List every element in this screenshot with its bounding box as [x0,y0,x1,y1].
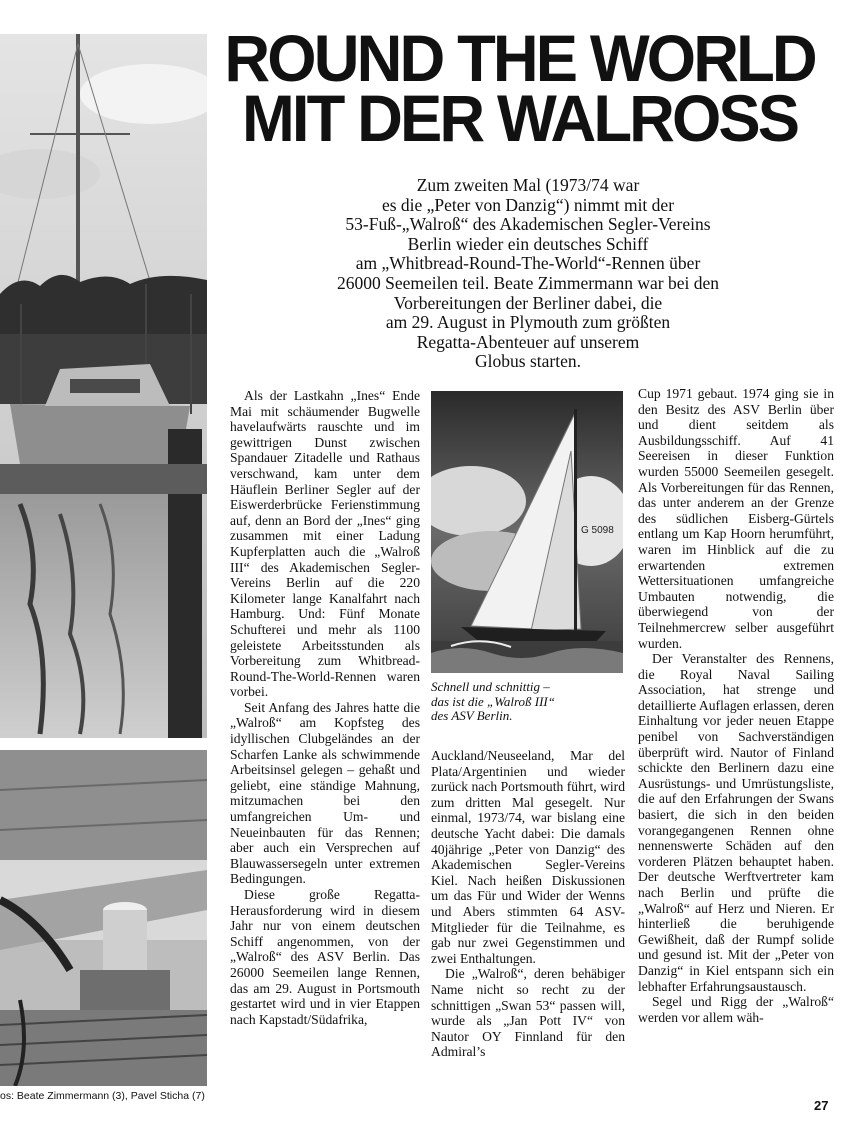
body-paragraph: Cup 1971 gebaut. 1974 ging sie in den Besitz des ASV Berlin über und dient seitdem als Ausbildungsschiff. Auf 41 Seereisen in dieser Funktion wurden 55000 Seemeilen gesegelt. Als Vorbereitungen für das Rennen, das unter anderem an der Grenze des südlichen Eisberg-Gürtels entlang um Kap Hoorn herumführt, waren im Hinblick auf die zu erwartenden extremen Wettersituationen umfangreiche Umbauten notwendig, die überwiegend von der Teilnehmercrew selber ausgeführt wurden. [638,386,834,651]
article-column-2 [431,748,625,1060]
intro-line: 53-Fuß-„Walroß“ des Akademischen Segler-Vereins [345,214,711,235]
intro-line: Globus starten. [475,351,581,372]
intro-line: Berlin wieder ein deutsches Schiff [407,233,649,254]
intro-line: Regatta-Abenteuer auf unserem [416,331,640,352]
intro-paragraph [292,176,764,372]
body-paragraph: Der Veranstalter des Rennens, die Royal Naval Sailing Association, hat strenge und detaillierte Auflagen erlassen, deren Einhaltung vor jeder neuen Etappe penibel von Sachverständigen überprüft wird. Nautor of Finland schickte den Berlinern dazu eine Ausrüstungs- und Umrüstungsliste, die auf den Erfahrungen der Swans basiert, die sich in den beiden vorangegangenen Rennen ohne nennenswerte Schäden auf den vorderen Plätzen behauptet haben. Der deutsche Werftvertreter kam nach Berlin und prüfte die „Walroß“ auf Herz und Nieren. Er hinterließ die beruhigende Gewißheit, daß der Rumpf solide und gesund ist. Mit der „Peter von Danzig“ in Kiel entspann sich ein lebhafter Erfahrungsaustausch. [638,651,834,994]
body-paragraph: Diese große Regatta-Herausforderung wird in diesem Jahr nur von einem deutschen Schiff angenommen, von der „Walroß“ des ASV Berlin. Das 26000 Seemeilen lange Rennen, das am 29. August in Portsmouth gestartet wird und in vier Etappen nach Kapstadt/Südafrika, [230,887,420,1027]
deck-winch-photo [0,750,207,1086]
body-paragraph: Die „Walroß“, deren behäbiger Name nicht so recht zu der schnittigen „Swan 53“ passen will, wurde als „Jan Pott IV“ von Nautor OY Finnland für den Admiral’s [431,966,625,1060]
intro-line: es die „Peter von Danzig“) nimmt mit der [381,194,675,215]
sail-number: G 5098 [581,525,614,536]
headline-line-1: ROUND THE WORLD [224,21,815,95]
caption-line: das ist die „Walroß III“ [431,693,555,709]
intro-line: Vorbereitungen der Berliner dabei, die [393,292,663,313]
photo-caption [431,680,623,724]
intro-line: am 29. August in Plymouth zum größten [385,312,671,333]
body-paragraph: Seit Anfang des Jahres hatte die „Walroß“ am Kopfsteg des idyllischen Clubgeländes an der Scharfen Lanke als schwimmende Arbeitsinsel gelegen – gehaßt und geliebt, eine ständige Mahnung, mitzumachen bei den umfangreichen Um- und Neueinbauten für das Rennen; aber auch ein Versprechen auf Blauwassersegeln unter extremen Bedingungen. [230,699,420,887]
body-paragraph: Als der Lastkahn „Ines“ Ende Mai mit schäumender Bugwelle havelaufwärts rauschte und im gewittrigen Dunst zwischen Spandauer Zitadelle und Rathaus verschwand, kam unter dem Häuflein Berliner Segler auf der Eiswerderbrücke Ferienstimmung auf, denn an Bord der „Ines“ ging zusammen mit einer Ladung Kupferplatten auch die „Walroß III“ des Akademischen Segler-Vereins Berlin auf die 220 Kilometer lange Kanalfahrt nach Hamburg. Und: Fünf Monate Schufterei und mehr als 1100 geleistete Arbeitsstunden als Vorbereitung zum Whitbread-Round-The-World-Rennen waren vorbei. [230,388,420,700]
harbour-photo [0,34,207,738]
body-paragraph: Segel und Rigg der „Walroß“ werden vor allem wäh- [638,994,834,1025]
intro-line: Zum zweiten Mal (1973/74 war [416,175,640,195]
intro-line: 26000 Seemeilen teil. Beate Zimmermann war bei den [337,272,719,293]
page-number: 27 [814,1098,829,1113]
caption-line: Schnell und schnittig – [431,679,550,694]
caption-line: des ASV Berlin. [431,708,513,723]
body-paragraph: Auckland/Neuseeland, Mar del Plata/Argentinien und wieder zurück nach Portsmouth führt, wird zum dritten Mal gesegelt. Nur einmal, 1973/74, war bislang eine deutsche Yacht dabei: Die damals 40jährige „Peter von Danzig“ des Akademischen Segler-Vereins Kiel. Nach heißen Diskussionen um das Für und Wider der Wenns und Abers stimmten 64 ASV-Mitglieder für die Teilnahme, es gab nur zwei Gegenstimmen und zwei Enthaltungen. [431,748,625,966]
headline-line-2: MIT DER WALROSS [241,81,798,155]
article-column-1 [230,388,420,1027]
yacht-sailing-photo [431,391,623,673]
headline [222,21,817,155]
article-column-3 [638,386,834,1025]
photo-credit: os: Beate Zimmermann (3), Pavel Sticha (7) [0,1090,205,1102]
intro-line: am „Whitbread-Round-The-World“-Rennen über [355,253,701,274]
